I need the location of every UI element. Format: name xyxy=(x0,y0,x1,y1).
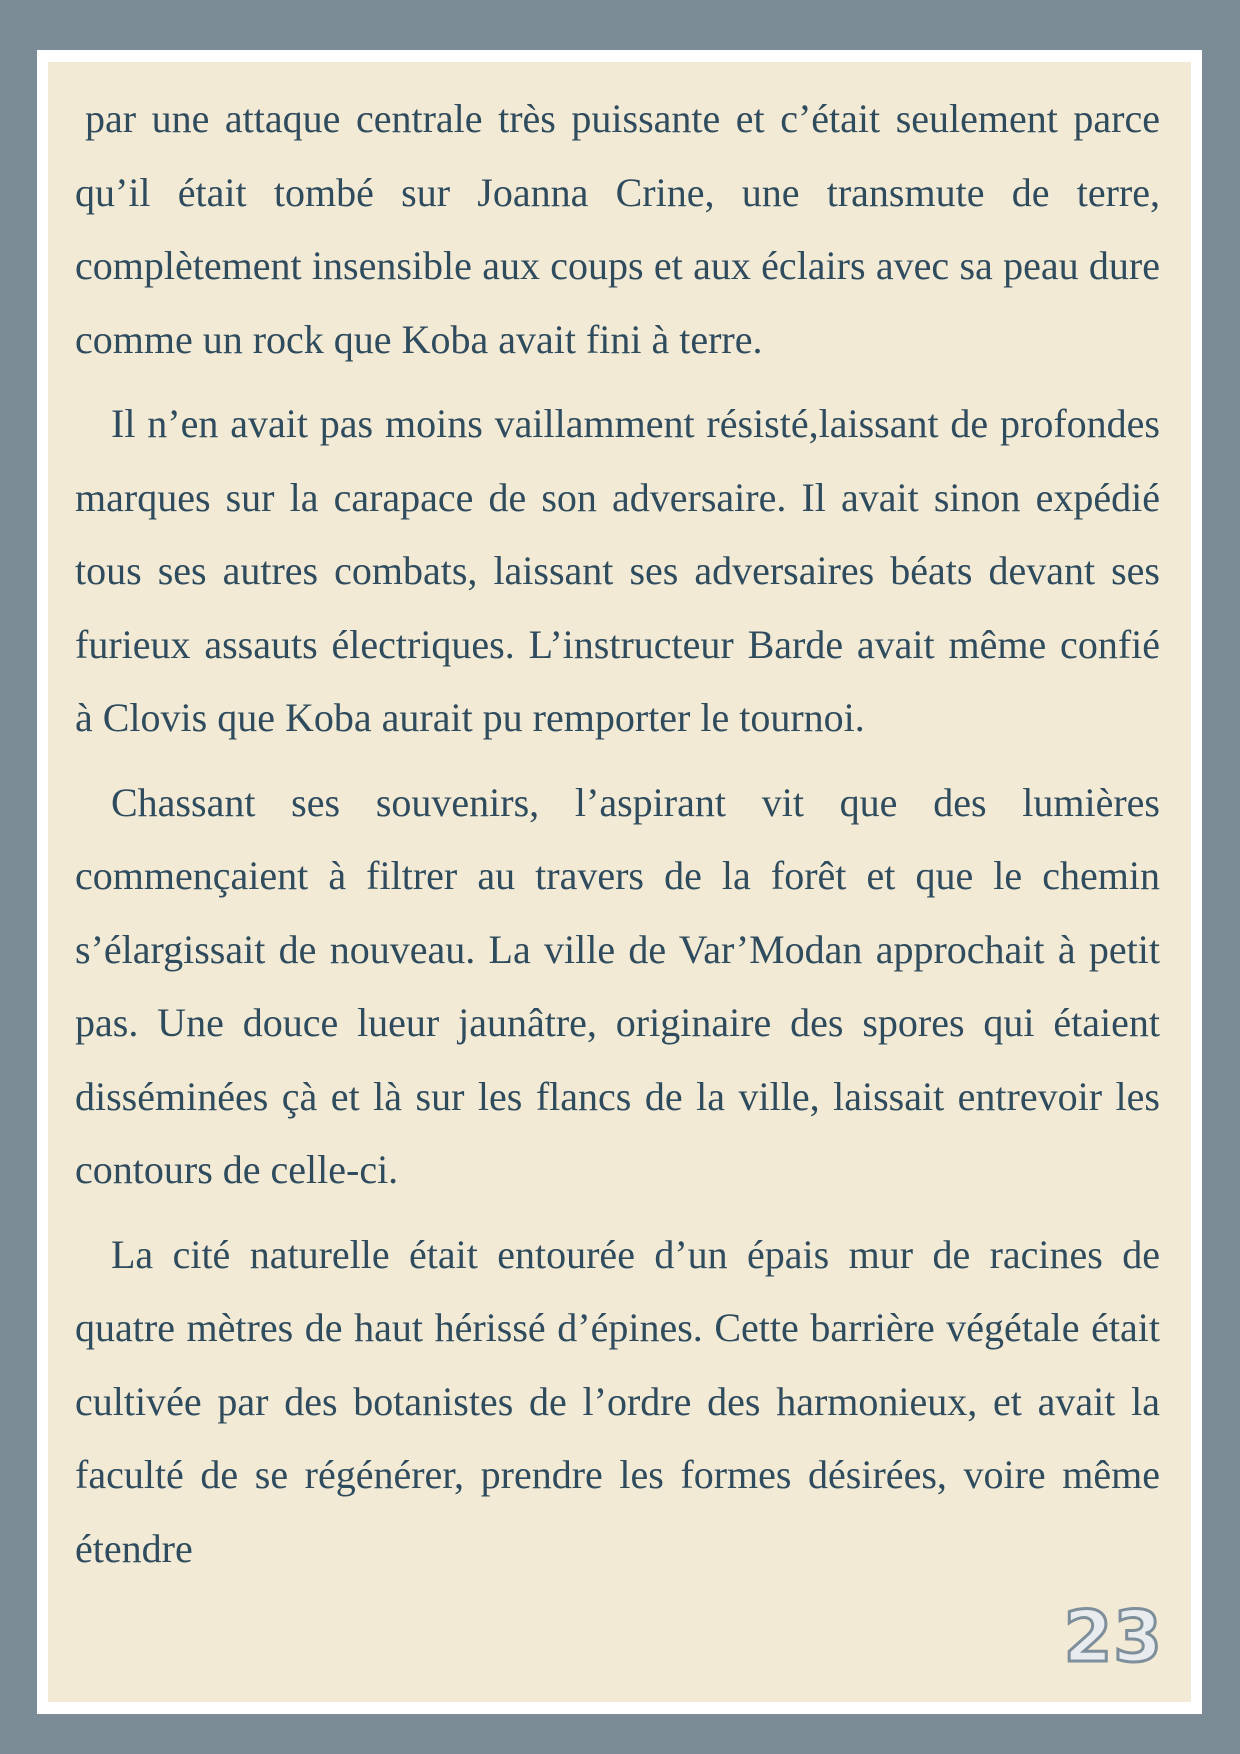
paragraph-1: par une attaque centrale très puissante et c’était seulement parce qu’il était tombé sur Joanna Crine, une transmute de terre, complètement insensible aux coups et aux éclairs avec sa peau dure comme un rock que Koba avait fini à terre. xyxy=(75,96,1160,362)
body-text xyxy=(75,82,1160,1585)
book-page xyxy=(48,62,1191,1702)
paragraph-4: La cité naturelle était entourée d’un épais mur de racines de quatre mètres de haut hérissé d’épines. Cette barrière végétale était cultivée par des botanistes de l’ordre des harmonieux, et avait la faculté de se régénérer, prendre les formes désirées, voire même étendre xyxy=(75,1231,1160,1571)
paragraph-2: Il n’en avait pas moins vaillamment résisté,laissant de profondes marques sur la carapace de son adversaire. Il avait sinon expédié tous ses autres combats, laissant ses adversaires béats devant ses furieux assauts électriques. L’instructeur Barde avait même confié à Clovis que Koba aurait pu remporter le tournoi. xyxy=(75,401,1160,740)
page-number: 23 xyxy=(1063,1596,1163,1678)
paragraph-3: Chassant ses souvenirs, l’aspirant vit que des lumières commençaient à filtrer au travers de la forêt et que le chemin s’élargissait de nouveau. La ville de Var’Modan approchait à petit pas. Une douce lueur jaunâtre, originaire des spores qui étaient disséminées çà et là sur les flancs de la ville, laissait entrevoir les contours de celle-ci. xyxy=(75,779,1160,1192)
